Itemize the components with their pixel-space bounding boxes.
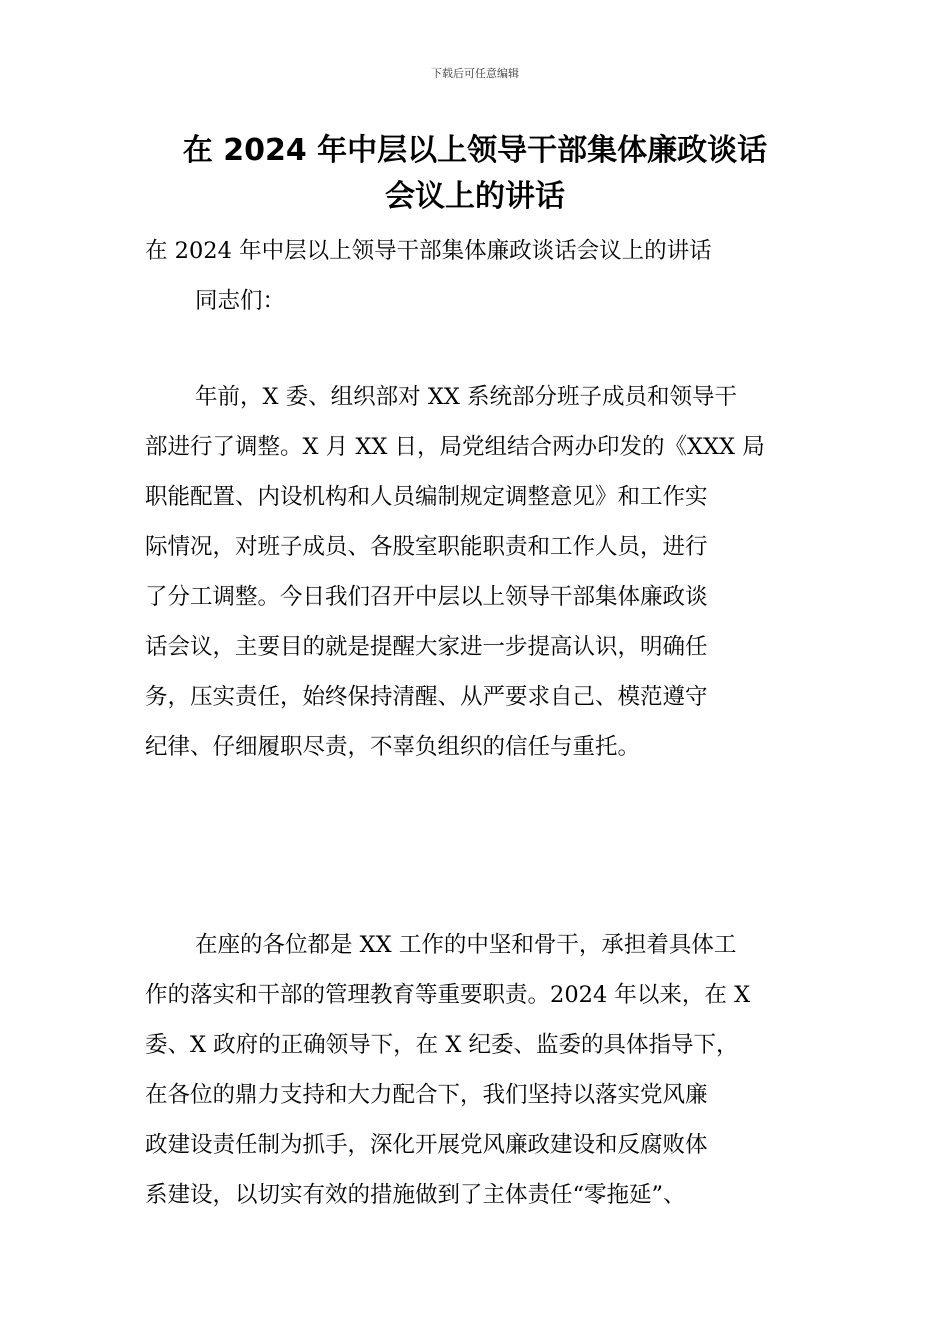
paragraph-line: 系建设，以切实有效的措施做到了主体责任“零拖延”、 [145,1182,686,1208]
paragraph-line: 话会议，主要目的就是提醒大家进一步提高认识，明确任 [145,634,708,660]
subtitle-text: 在 2024 年中层以上领导干部集体廉政谈话会议上的讲话 [145,238,712,264]
paragraph-line: 年前，X 委、组织部对 XX 系统部分班子成员和领导干 [195,384,738,410]
document-subtitle [145,226,810,276]
paragraph-line: 在座的各位都是 XX 工作的中坚和骨干，承担着具体工 [195,932,737,958]
paragraph-line: 际情况，对班子成员、各股室职能职责和工作人员，进行 [145,534,708,560]
document-title-line-1: 在 2024 年中层以上领导干部集体廉政谈话 [182,133,768,168]
paragraph-line: 纪律、仔细履职尽责，不辜负组织的信任与重托。 [145,734,641,760]
document-title [145,128,805,220]
salutation [145,276,810,326]
paragraph-1 [145,372,810,772]
paragraph-line: 务，压实责任，始终保持清醒、从严要求自己、模范遵守 [145,684,708,710]
paragraph-line: 了分工调整。今日我们召开中层以上领导干部集体廉政谈 [145,584,708,610]
paragraph-line: 在各位的鼎力支持和大力配合下，我们坚持以落实党风廉 [145,1082,708,1108]
paragraph-line: 作的落实和干部的管理教育等重要职责。2024 年以来，在 X [145,982,751,1008]
header-note: 下载后可任意编辑 [431,67,519,80]
salutation-text: 同志们： [195,288,286,314]
document-title-line-2: 会议上的讲话 [385,179,565,214]
paragraph-line: 政建设责任制为抓手，深化开展党风廉政建设和反腐败体 [145,1132,708,1158]
paragraph-line: 委、X 政府的正确领导下，在 X 纪委、监委的具体指导下， [145,1032,739,1058]
paragraph-line: 部进行了调整。X 月 XX 日，局党组结合两办印发的《XXX 局 [145,434,765,460]
paragraph-line: 职能配置、内设机构和人员编制规定调整意见》和工作实 [145,484,708,510]
paragraph-2 [145,920,810,1220]
